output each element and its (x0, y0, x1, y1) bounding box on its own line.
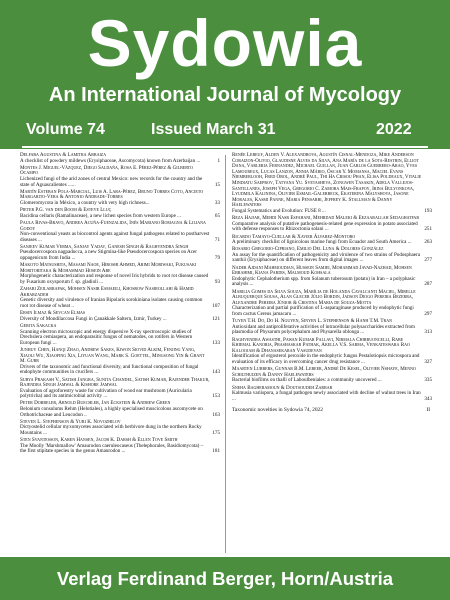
entry-title: Drivers of the taxonomic and functional diversity, and functional composition of fungal endophyte communities in crucifers ... (20, 363, 199, 376)
entry-title: Dictyostelid cellular myxomycetes associated with herbivore dung in the northern Rocky Mountains ... (20, 424, 202, 437)
toc-entry[interactable] (20, 287, 220, 309)
entry-title: Lichenized fungi of the arid zones of central Mexico: new records for the country and the state of Aguascalientes ...... (20, 175, 203, 188)
entry-page: 327 (424, 358, 432, 365)
entry-title: Scanning electron microscopic and energy dispersive X-ray spectroscopic studies of Drechslera cemiaspera, an endoparasitic fungus of nematodes, on rotifers in Western European fungi ... (20, 328, 193, 346)
entry-page: 133 (212, 339, 220, 346)
issued-date: Issued March 31 (151, 121, 276, 138)
entry-page: 163 (212, 411, 220, 418)
entry-authors: Marilia Gomes da Silva Souza, Marília de Holanda Cavalcanti Maciel, Mirelle Albuquerque Sousa, Alan Glecer Júlio Bordin, Jadson Diogo Pereira Bezerra, Alexandre Pereira Júnior & Cristina Maria de Souza-Motta (232, 288, 416, 306)
toc-entry[interactable] (232, 338, 432, 366)
entry-page: 335 (424, 377, 432, 384)
entry-title: A preliminary checklist of lignicolous marine fungi from Ecuador and South America ... (232, 239, 412, 246)
toc-entry[interactable] (232, 247, 432, 264)
entry-authors: Nader Ajdani Mahmoudian, Hussein Samiei, Mohammad Javad-Nazhad, Mohsen Ebrahimi, Kiana Pardis, Malmoud Kohsala (232, 264, 412, 277)
journal-subtitle: An International Journal of Mycology (48, 84, 402, 106)
toc-entry[interactable] (20, 153, 220, 164)
entry-authors: Reza Hajjar, Mehdi Nasr Esfahani, Mehrdad Maleki & Eezaarallah Sedaghatfar (232, 215, 419, 222)
entry-authors: Ricardo Tamayo-Cuellar & Xavier Álvarez-Montoro (232, 233, 356, 240)
toc-entry[interactable] (20, 221, 220, 243)
entry-authors: Tuyen T.H. Do, Do H. Nguyen, Sinyen L. Stephenson & Hanh T.M. Tran (232, 318, 392, 325)
entry-title: Comparative analysis of putative pathogenesis-related gene expression in potato associated with defense responses to Rhizoctonia solani ... (232, 220, 418, 233)
toc-entry[interactable] (232, 319, 432, 336)
entry-authors: Rosario Gregorio-Cipriano, Emilio Del Luna & Dolores González (232, 246, 384, 253)
entry-title: Identification of ergosterol peroxide in the endophytic fungus Pestalotiopsis microspora and evaluation of its efficacy in overcoming cancer drug resistance ... (232, 353, 420, 365)
toc-entry[interactable] (232, 290, 432, 318)
entry-authors: Sanjeev Kumar Verma, Sanjay Yadav, Ganesh Singh & Raghvendra Singh (20, 243, 189, 250)
toc-entry[interactable] (20, 166, 220, 188)
entry-title: Kalmusia variispora, a fungal pathogen newly associated with decline of walnut trees in Iran ... (232, 390, 421, 402)
entry-title: Fungal Systematics and Evolution: FUSE 8 ... (232, 207, 326, 214)
volume-label: Volume 74 (26, 121, 105, 138)
entry-authors: Steven L. Stephenson & Yuri K. Novozhilov (20, 418, 121, 425)
toc-entry[interactable] (232, 266, 432, 288)
toc-entry[interactable] (20, 401, 220, 418)
journal-title: Sydowia (87, 6, 363, 80)
entry-page: 175 (212, 430, 220, 437)
entry-title: Evaluation of agroforestry waste for cultivation of wood ear mushroom (Auricularia polytricha) and its antimicrobial activity ... (20, 387, 192, 400)
toc-entry[interactable] (232, 367, 432, 384)
entry-page: 297 (424, 311, 432, 317)
entry-page: 65 (214, 212, 220, 219)
entry-page: 193 (424, 207, 432, 214)
publisher: Verlag Ferdinand Berger, Horn/Austria (56, 568, 394, 589)
entry-page: 33 (214, 199, 220, 206)
entry-title: Characterization and partial purification of L-asparaginase produced by endophytic fungi from cactus Cereus jamacaru ... (232, 305, 414, 317)
entry-authors: Makoto Matsushita, Masami Naoe, Hiroshi Ahmed, Arimi Moriwaki, Fukusaki Moritoritaka & Mohammad Hosein Abe (20, 262, 197, 274)
entry-authors: Renée Lebeuf, Alden V. Alexandrova, Agustín Cisnal-Mendoza, Mike Anderson Coraizon-Olivio, Glaudisne Alves da Silva, Ana María de la Sota-Restrin, Elliot Dana, Varleria Fernandez, Michael Guillan, Juan Carlos Guerrero-Arao, Yves Lamoureux, Lucas Lanzon, Annia Mário, Óscar Y. Momansa, Maciel Evans Niemberlooh, Fred Obol, André Paul, Thi Ha Crisou Phan, Elisa Poldeaux, Vitalie Mindiatu Saeprov, Tatyana Yu. Svetasheva, Zongwen Tasakin, Adela Vallejos-Santillanes, Joseph Vega, Gregorio C. Zamora Mais-Frapoy, Irina Bulyonkova, Lyudmila Kalinina, Olivier Esmail-Galerbeck, Ekaterina Malyshova, Jasone Morales, Kasmi Panne, Maria Pensarbi, Jeffrey K. Stallman & Danny Haelewaters (232, 152, 422, 209)
entry-page: 107 (212, 303, 220, 309)
toc-entry[interactable] (20, 263, 220, 285)
toc-entry[interactable] (232, 235, 432, 246)
entry-authors: Montes J. Miguel-Vázquez, Diego Saldaña, Rosa E. Pérez-Pérez & Gilberto Ocampo (20, 164, 193, 177)
toc-entry[interactable] (20, 420, 220, 437)
entry-title: Belonium consulums Rehm (Helotiales), a highly specialised muscicolous ascomycete on Orthotrichaceae and Leucodon .. (20, 406, 203, 418)
toc-entry[interactable] (20, 438, 220, 455)
entry-title: Non-conventional yeasts as biocontrol agents against fungal pathogens related to postharvest diseases ... (20, 231, 210, 243)
entry-authors: Peter Dobbeler, Arnold Buechler, Jan Eckstein & Andrew Green (20, 400, 171, 407)
toc-left-column (20, 153, 220, 457)
table-of-contents (0, 149, 450, 557)
entry-page: 181 (212, 448, 220, 455)
column-divider (225, 155, 226, 553)
header-rule (22, 146, 428, 148)
entry-page: 251 (424, 226, 432, 233)
entry-authors: Ersin Ilmaz & Sevcan Elmas (20, 310, 86, 317)
entry-authors: Martín Esteban Pola-Marcial, Luis A. Lara-Pérez, Bruno Torres Coto, Ancieto Margarito-Vera & Antonio Andrade-Torres (20, 188, 204, 201)
entry-title: Genetic diversity and virulence of Iranian Bipolaris sorokiniana isolates causing common root rot disease of wheat .. (20, 297, 203, 309)
entry-title: A checklist of powdery mildews (Erysiphaceae, Ascomycota) known from Azerbaijan ... (20, 157, 201, 164)
entry-page: 121 (212, 315, 220, 322)
toc-footer (232, 407, 430, 413)
entry-page: 287 (424, 281, 432, 288)
taxonomic-novelties-page: II (426, 407, 430, 413)
toc-entry[interactable] (20, 311, 220, 322)
entry-authors: Surya Prakash V., Satish Jangra, Sunita Chandel, Satish Kumar, Rajender Thakur, Rajendra Singh Jamwal & Kishore Jamwal (20, 376, 210, 389)
entry-title: Bacidina cellaris (Ramalinaceae), a new lichen species from western Europe ... (20, 212, 181, 219)
entry-authors: Sten Svantesson, Karen Hansen, Jacob K. Darsh & Ellen Tove Smith (20, 437, 178, 444)
entry-page: 71 (214, 236, 220, 243)
entry-title: Bacterial biofilms on thalli of Laboulbeniales: a community uncovered ... (232, 377, 382, 384)
toc-entry[interactable] (20, 324, 220, 346)
entry-authors: Gerita Sakacka (20, 322, 57, 329)
toc-entry[interactable] (20, 245, 220, 262)
entry-page: 93 (214, 279, 220, 286)
issue-year: 2022 (376, 121, 412, 138)
entry-page: 277 (424, 257, 432, 264)
entry-title: Endophytic Cephalotherium spp. from Solanum tuberosum (potato) in Iran – a polyphasic analysis ... (232, 275, 416, 288)
entry-authors: Zahabi Zeilabrapak, Mohsen Nasir Esmaeili, Khosrow Nasirollahi & Hamid Akbarzadeh (20, 286, 194, 298)
masthead (0, 0, 450, 128)
entry-authors: Sneha Bagheramoun & Doutsoudeh Zarrar (232, 384, 333, 391)
entry-page: 1 (217, 157, 220, 164)
entry-authors: Junhuy Chen, Hanqi Zhao, Andrew Sakes, Kiwon Siovid Alkim, Fenjing Yang, Xiaoli Wu, Xiaoping Xia, Liyuan Wang, Mark S. Goettel, Mingsong Yin & Grant M. Gurr (20, 346, 205, 365)
entry-page: 15 (214, 181, 220, 188)
entry-page: 263 (424, 239, 432, 246)
entry-page: 343 (424, 395, 432, 402)
toc-entry[interactable] (20, 348, 220, 376)
entry-title: Diversity of Mondilaccosa Fungi in Çanakkale Saltern, Izmir, Turkey ... (20, 315, 167, 322)
taxonomic-novelties-link[interactable]: Taxonomic novelties in Sydowia 74, 2022 (232, 407, 323, 413)
entry-page: 313 (424, 329, 432, 336)
entry-authors: Pieter P.G. van den Boom & Esteve Lluç (20, 207, 112, 214)
entry-authors: Maarten Lubbers, Gunnar B.M. Lebeer, André De Kesel, Olivier Nshaye, Menno Schilthuizen & Danny Haelewaters (232, 366, 416, 378)
entry-authors: Raghvendra Awasthi, Pawan Kumar Pallavi, Nirmala Chirbuoncelli, Rabe Khiemal Kanoria, Prashaskar Pathak, Akella V.S. Sarma, Venkateswara Rao Kaloojam & Dhanasekaran Vasudevan (232, 336, 410, 354)
entry-authors: Paula Rivas-Bravo, Andrea Acuña-Fuenzalida, Inés Mariano Romagna & Liliana Godoy (20, 219, 206, 232)
issue-bar (0, 118, 450, 142)
toc-entry[interactable] (232, 153, 432, 215)
toc-entry[interactable] (232, 386, 432, 403)
entry-title: Morphogenetic characterization and response of novel Iris hybrids to root rot disease caused by Fusarium oxysporum f. sp. gladioli ... (20, 273, 209, 286)
toc-entry[interactable] (232, 216, 432, 233)
toc-right-column (232, 153, 432, 404)
entry-title: The Moolly 'Marshmallow' Amaurodon caeruleocaseus (Thelephorales, Basidiomycota) – the first stipitate species in the genus Amaurodon ... (20, 442, 204, 455)
entry-title: An assay for the quantification of pathogenicity and virulence of two strains of Podosphaera xanthii (Erysiphaceae) on different leaves from digital images ... (232, 251, 420, 264)
toc-entry[interactable] (20, 190, 220, 207)
entry-page: 79 (214, 255, 220, 262)
entry-authors: Delfaba Agustina & Lamitra Arbaiza (20, 152, 107, 158)
toc-entry[interactable] (20, 378, 220, 400)
entry-title: Pseudocercospora nagpadocca, a new Stigmina-like Pseudocercospora species on Acer oppagenicum from India ... (20, 249, 197, 262)
entry-title: Antioxidant and antiproliferative activities of intracellular polysaccharides extracted from plasmodia of Physarum polycephalum and Physarella oblonga ... (232, 323, 416, 336)
entry-page: 153 (212, 393, 220, 400)
entry-page: 143 (212, 369, 220, 376)
toc-entry[interactable] (20, 208, 220, 219)
entry-title: Glomeromycota in México, a country with very high richness... (20, 199, 150, 206)
